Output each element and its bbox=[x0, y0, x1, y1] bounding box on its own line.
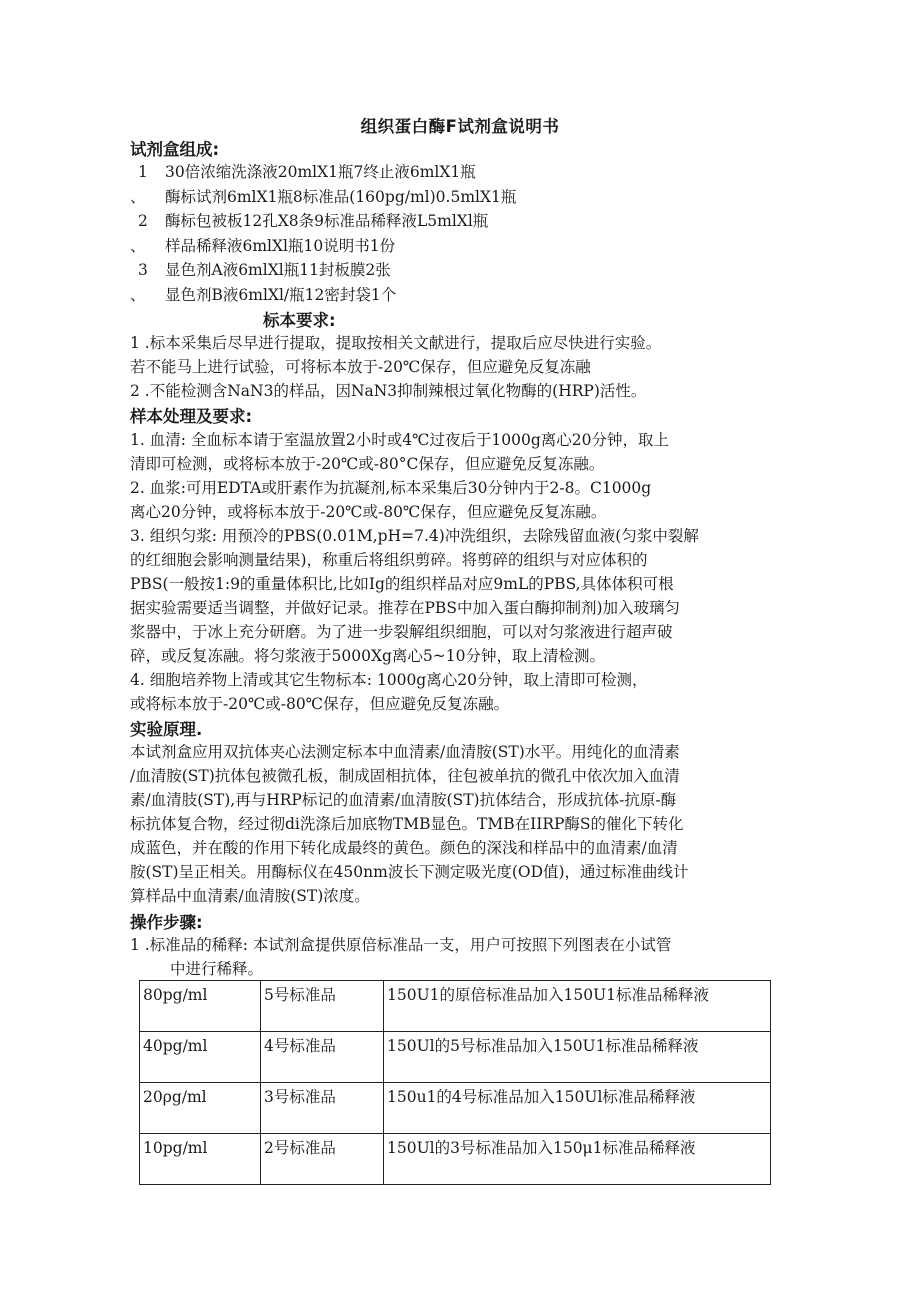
composition-prefix: 、 bbox=[130, 286, 146, 304]
table-cell-standard: 3号标准品 bbox=[261, 1083, 384, 1134]
composition-prefix: 3 bbox=[138, 261, 148, 279]
processing-line: 清即可检测，或将标本放于-20℃或-80°C保存，但应避免反复冻融。 bbox=[130, 455, 605, 473]
table-cell-description: 150Ul的3号标准品加入150μ1标准品稀释液 bbox=[384, 1134, 771, 1185]
procedure-heading: 操作步骤: bbox=[130, 913, 203, 932]
composition-prefix: 2 bbox=[138, 212, 148, 230]
principle-line: 本试剂盒应用双抗体夹心法测定标本中血清素/血清胺(ST)水平。用纯化的血清素 bbox=[130, 743, 680, 761]
procedure-line: 中进行稀释。 bbox=[170, 960, 264, 978]
composition-line: 显色剂B液6mlXl/瓶12密封袋1个 bbox=[165, 286, 397, 304]
principle-line: 标抗体复合物，经过彻di洗涤后加底物TMB显色。TMB在IIRP酶S的催化下转化 bbox=[130, 815, 684, 833]
specimen-line: 若不能马上进行试验，可将标本放于-20℃保存，但应避免反复冻融 bbox=[130, 358, 591, 376]
specimen-line: 2 .不能检测含NaN3的样品，因NaN3抑制辣根过氧化物酶的(HRP)活性。 bbox=[130, 382, 647, 400]
processing-line: 或将标本放于-20℃或-80℃保存，但应避免反复冻融。 bbox=[130, 695, 510, 713]
processing-line: PBS(一般按1:9的重量体积比,比如Ig的组织样品对应9mL的PBS,具体体积可根 bbox=[130, 575, 674, 593]
principle-line: 成蓝色，并在酸的作用下转化成最终的黄色。颜色的深浅和样品中的血清素/血清 bbox=[130, 839, 678, 857]
processing-line: 据实验需要适当调整，并做好记录。推荐在PBS中加入蛋白酶抑制剂)加入玻璃匀 bbox=[130, 599, 680, 617]
table-cell-standard: 4号标准品 bbox=[261, 1032, 384, 1083]
composition-heading: 试剂盒组成: bbox=[130, 140, 220, 159]
dilution-table bbox=[139, 980, 771, 1185]
processing-line: 3. 组织匀浆: 用预冷的PBS(0.01M,pH=7.4)冲洗组织，去除残留血液(匀浆中裂解 bbox=[130, 527, 699, 545]
processing-line: 1. 血清: 全血标本请于室温放置2小时或4℃过夜后于1000g离心20分钟，取上 bbox=[130, 431, 670, 449]
table-cell-standard: 2号标准品 bbox=[261, 1134, 384, 1185]
table-cell-description: 150u1的4号标准品加入150Ul标准品稀释液 bbox=[384, 1083, 771, 1134]
principle-line: 素/血清肢(ST),再与HRP标记的血清素/血清胺(ST)抗体结合，形成抗体-抗原-酶 bbox=[130, 791, 677, 809]
principle-heading: 实验原理. bbox=[130, 720, 203, 739]
table-row bbox=[140, 1032, 771, 1083]
document-title: 组织蛋白酶F试剂盒说明书 bbox=[360, 117, 560, 136]
composition-line: 30倍浓缩洗涤液20mlX1瓶7终止液6mlX1瓶 bbox=[165, 163, 476, 181]
table-row bbox=[140, 1083, 771, 1134]
table-cell-standard: 5号标准品 bbox=[261, 981, 384, 1032]
composition-line: 酶标包被板12孔X8条9标准品稀释液L5mlXl瓶 bbox=[165, 212, 489, 230]
specimen-line: 1 .标本采集后尽早进行提取，提取按相关文献进行，提取后应尽快进行实验。 bbox=[130, 334, 662, 352]
processing-line: 浆器中，于冰上充分研磨。为了进一步裂解组织细胞，可以对匀浆液进行超声破 bbox=[130, 623, 673, 641]
composition-prefix: 、 bbox=[130, 188, 146, 206]
principle-line: /血清胺(ST)抗体包被微孔板，制成固相抗体，往包被单抗的微孔中依次加入血清 bbox=[130, 767, 680, 785]
table-cell-concentration: 40pg/ml bbox=[140, 1032, 261, 1083]
processing-line: 的红细胞会影响测量结果)，称重后将组织剪碎。将剪碎的组织与对应体积的 bbox=[130, 551, 648, 569]
table-row bbox=[140, 981, 771, 1032]
processing-line: 2. 血浆:可用EDTA或肝素作为抗凝剂,标本采集后30分钟内于2-8。C1000g bbox=[130, 479, 652, 497]
processing-line: 4. 细胞培养物上清或其它生物标本: 1000g离心20分钟，取上清即可检测， bbox=[130, 671, 648, 689]
principle-line: 算样品中血清素/血清胺(ST)浓度。 bbox=[130, 887, 370, 905]
table-cell-concentration: 10pg/ml bbox=[140, 1134, 261, 1185]
composition-line: 酶标试剂6mlX1瓶8标准品(160pg/ml)0.5mlX1瓶 bbox=[165, 188, 517, 206]
processing-heading: 样本处理及要求: bbox=[130, 407, 253, 426]
composition-prefix: 1 bbox=[138, 163, 148, 181]
processing-line: 离心20分钟，或将标本放于-20℃或-80℃保存，但应避免反复冻融。 bbox=[130, 503, 607, 521]
specimen-heading: 标本要求: bbox=[263, 311, 336, 330]
procedure-line: 1 .标准品的稀释: 本试剂盒提供原倍标准品一支，用户可按照下列图表在小试管 bbox=[130, 936, 672, 954]
table-cell-concentration: 80pg/ml bbox=[140, 981, 261, 1032]
processing-line: 碎，或反复冻融。将匀浆液于5000Xg离心5~10分钟，取上清检测。 bbox=[130, 647, 605, 665]
composition-line: 显色剂A液6mlXl瓶11封板膜2张 bbox=[165, 261, 391, 279]
table-row bbox=[140, 1134, 771, 1185]
table-cell-concentration: 20ρg/ml bbox=[140, 1083, 261, 1134]
table-cell-description: 150Ul的5号标准品加入150U1标准品稀释液 bbox=[384, 1032, 771, 1083]
composition-line: 样品稀释液6mlXl瓶10说明书1份 bbox=[165, 237, 396, 255]
table-cell-description: 150U1的原倍标准品加入150U1标准品稀释液 bbox=[384, 981, 771, 1032]
principle-line: 胺(ST)呈正相关。用酶标仪在450nm波长下测定吸光度(OD值)，通过标准曲线计 bbox=[130, 863, 689, 881]
composition-prefix: 、 bbox=[130, 237, 146, 255]
